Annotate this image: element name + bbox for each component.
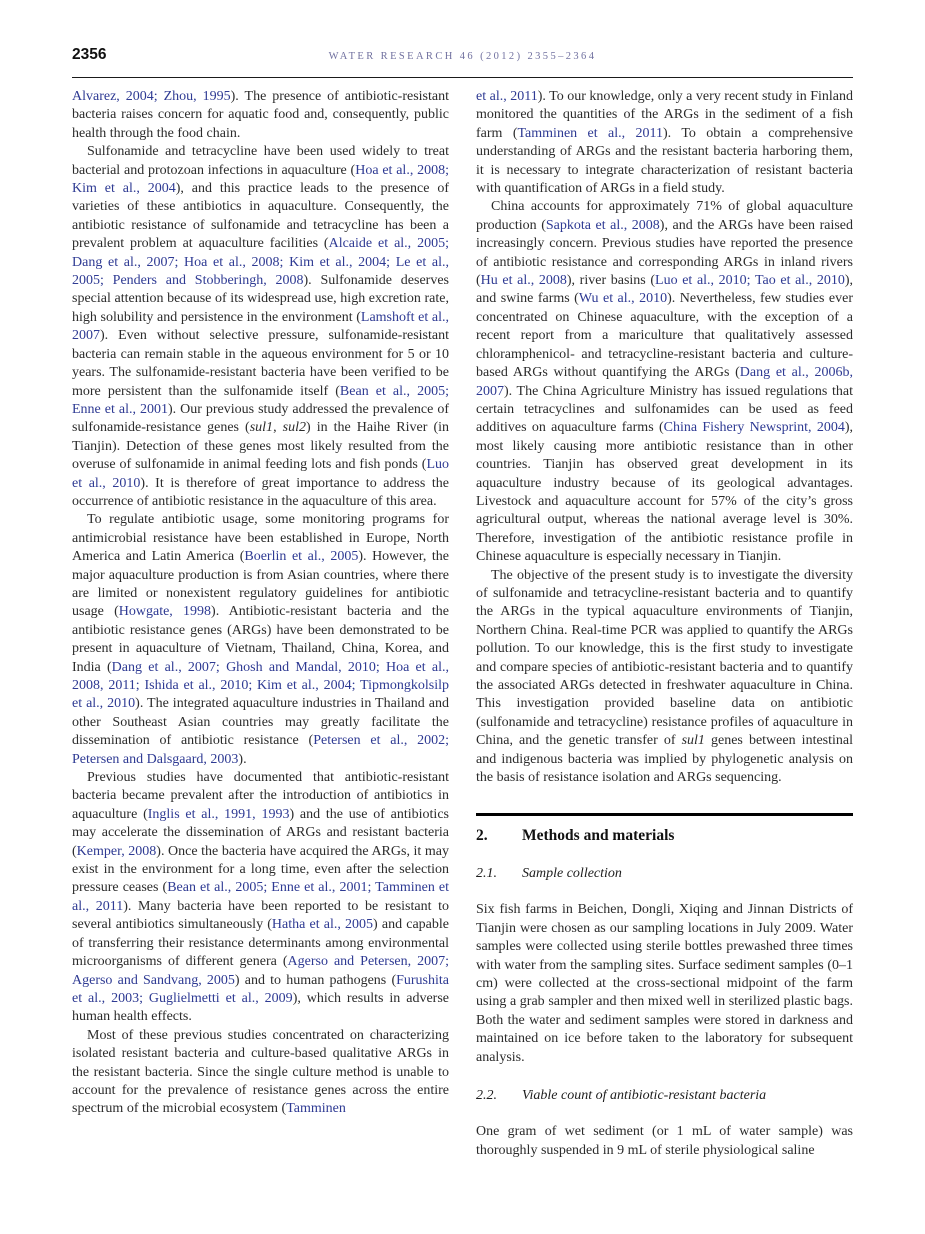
citation-link[interactable]: China Fishery Newsprint, 2004 bbox=[663, 420, 845, 436]
text-run: The objective of the present study is to investigate the diversity of sulfonamide and tetracycline-resistant bacteria and to quantify the ARGs in the typical aquaculture environments of Tianjin, Northern China. Real-time PCR was applied to quantify the ARGs pollution. To our knowledge, this is the first study to investigate and compare species of antibiotic-resistant bacteria and to quantify the associated ARGs detected in freshwater aquaculture in China. This investigation provided baseline data on antibiotic (sulfonamide and tetracycline) resistance profiles of aquaculture in China, and the genetic transfer of bbox=[476, 567, 853, 749]
gene-name-italic: sul1 bbox=[249, 420, 274, 436]
subsection-heading bbox=[476, 1088, 853, 1104]
paragraph bbox=[72, 1027, 449, 1119]
citation-link[interactable]: Luo et al., 2010; Tao et al., 2010 bbox=[655, 273, 845, 289]
citation-link[interactable]: Petersen et al., 2002; Petersen and Dalsgaard, 2003 bbox=[72, 733, 449, 767]
text-run: One gram of wet sediment (or 1 mL of water sample) was thoroughly suspended in 9 mL of sterile physiological saline bbox=[476, 1124, 853, 1158]
text-run: Most of these previous studies concentrated on characterizing isolated resistant bacteria and culture-based qualitative ARGs in the resistant bacteria. Since the single culture method is unable to account for the prevalence of resistance genes across the entire spectrum of the microbial ecosystem ( bbox=[72, 1027, 449, 1117]
journal-running-title: WATER RESEARCH 46 (2012) 2355–2364 bbox=[328, 51, 597, 62]
text-run: ) and capable of transferring their resistance determinants among environmental microorganisms of different genera ( bbox=[72, 917, 449, 970]
text-run: ). Many bacteria have been reported to be resistant to several antibiotics simultaneously ( bbox=[72, 898, 449, 933]
page-header bbox=[72, 44, 853, 78]
text-run: ). Even without selective pressure, sulfonamide-resistant bacteria can remain stable in the aqueous environment for 5 or 10 years. The sulfonamide-resistant bacteria have been verified to be more persistent than the sulfonamide itself ( bbox=[72, 328, 449, 399]
citation-link[interactable]: Hoa et al., 2008; Kim et al., 2004 bbox=[72, 162, 450, 197]
text-run: To regulate antibiotic usage, some monitoring programs for antimicrobial resistance have been established in Europe, North America and Latin America ( bbox=[72, 512, 449, 565]
subsection-heading bbox=[476, 866, 853, 882]
text-run: , bbox=[273, 420, 283, 436]
citation-link[interactable]: Dang et al., 2007; Ghosh and Mandal, 2010; Hoa et al., 2008, 2011; Ishida et al., 2010; Kim et al., 2004; Tipmongkolsilp et al., 2010 bbox=[72, 659, 449, 712]
text-run: Sulfonamide and tetracycline have been used widely to treat bacterial and protozoan infections in aquaculture ( bbox=[72, 144, 449, 178]
text-run: ), most likely causing more antibiotic resistance than in other countries. Tianjin has observed great development in its aquaculture industry because of its geological advantages. Livestock and aquaculture account for 57% of the city’s gross agricultural output, whereas the national average level is 30%. Therefore, investigation of the antibiotic resistance profile in Chinese aquaculture is especially necessary in Tianjin. bbox=[476, 420, 853, 565]
paragraph bbox=[476, 198, 853, 566]
left-column bbox=[72, 88, 449, 1234]
text-run: ), river basins ( bbox=[566, 273, 656, 289]
citation-link[interactable]: Boerlin et al., 2005 bbox=[244, 549, 359, 565]
citation-link[interactable]: Wu et al., 2010 bbox=[578, 291, 668, 307]
subsection-title: Sample collection bbox=[522, 866, 622, 882]
right-column bbox=[476, 88, 853, 1234]
paragraph bbox=[72, 769, 449, 1027]
text-run: ), and the ARGs have been raised increasingly concern. Previous studies have reported the presence of antibiotic resistance and corresponding ARGs in inland rivers ( bbox=[476, 217, 853, 289]
text-run: genes between intestinal and indigenous bacteria was implied by phylogenetic analysis on the basis of resistance isolation and ARGs sequencing. bbox=[476, 733, 854, 786]
citation-link[interactable]: Tamminen bbox=[286, 1101, 346, 1117]
paragraph bbox=[72, 511, 449, 769]
citation-link[interactable]: Sapkota et al., 2008 bbox=[545, 217, 660, 233]
citation-link[interactable]: Hu et al., 2008 bbox=[480, 273, 567, 289]
text-run: ) in the Haihe River (in Tianjin). Detection of these genes most likely resulted from the overuse of sulfonamide in animal feeding lots and fish ponds ( bbox=[72, 420, 449, 473]
text-run: Previous studies have documented that antibiotic-resistant bacteria became prevalent after the introduction of antibiotics in aquaculture ( bbox=[72, 770, 449, 822]
two-column-body bbox=[72, 88, 853, 1234]
text-run: ). However, the major aquaculture production is from Asian countries, where there are limited or nonexistent regulatory guidelines for antibiotic usage ( bbox=[72, 549, 450, 620]
citation-link[interactable]: et al., 2011 bbox=[476, 89, 538, 104]
subsection-title: Viable count of antibiotic-resistant bacteria bbox=[522, 1088, 767, 1104]
text-run: ) and the use of antibiotics may accelerate the dissemination of ARGs and resistant bacteria ( bbox=[72, 806, 449, 859]
text-run: China accounts for approximately 71% of global aquaculture production ( bbox=[476, 199, 853, 233]
citation-link[interactable]: Luo et al., 2010 bbox=[72, 457, 449, 491]
text-run: ). The presence of antibiotic-resistant bacteria raises concern for aquatic food and, consequently, public health through the food chain. bbox=[72, 89, 449, 141]
text-run: ). The integrated aquaculture industries in Thailand and other Southeast Asian countries may greatly facilitate the dissemination of antibiotic resistance ( bbox=[72, 696, 449, 749]
citation-link[interactable]: Kemper, 2008 bbox=[76, 843, 157, 859]
text-run: ). To obtain a comprehensive understanding of ARGs and the resistant bacteria harboring them, it is necessary to integrate characterization of resistant bacteria with quantification of ARGs in a field study. bbox=[476, 125, 854, 197]
text-run: ), which results in adverse human health effects. bbox=[72, 990, 449, 1025]
text-run: ). Nevertheless, few studies ever concentrated on Chinese aquaculture, with the exception of a recent report from a mariculture that qualitatively assessed chloramphenicol- and tetracycline-resistant bacteria and culture-based ARGs without quantifying the ARGs ( bbox=[476, 291, 853, 381]
citation-link[interactable]: Dang et al., 2006b, 2007 bbox=[476, 365, 854, 399]
gene-name-italic: sul2 bbox=[282, 420, 306, 436]
citation-link[interactable]: Alcaide et al., 2005; Dang et al., 2007; Hoa et al., 2008; Kim et al., 2004; Le et al., 2005; Penders and Stobberingh, 2008 bbox=[72, 236, 449, 289]
citation-link[interactable]: Lamshoft et al., 2007 bbox=[72, 309, 449, 344]
text-run: ). Our previous study addressed the prevalence of sulfonamide-resistance genes ( bbox=[72, 401, 449, 436]
paragraph bbox=[476, 567, 853, 788]
text-run: ). The China Agriculture Ministry has issued regulations that certain tetracyclines and sulfonamides can be used as feed additives on aquaculture farms ( bbox=[476, 383, 853, 436]
citation-link[interactable]: Alvarez, 2004; Zhou, 1995 bbox=[72, 89, 231, 104]
text-run: ). bbox=[238, 751, 247, 767]
section-heading bbox=[476, 827, 853, 845]
text-run: ). Antibiotic-resistant bacteria and the antibiotic resistance genes (ARGs) have been demonstrated to be present in aquaculture of Vietnam, Thailand, China, Korea, and India ( bbox=[72, 604, 449, 675]
citation-link[interactable]: Bean et al., 2005; Enne et al., 2001; Tamminen et al., 2011 bbox=[72, 880, 449, 914]
paragraph bbox=[476, 88, 853, 198]
text-run: ) and to human pathogens ( bbox=[234, 972, 397, 988]
text-run: ), and this practice leads to the presence of varieties of these antibiotics in aquaculture. Consequently, the antibiotic resistance of sulfonamide and tetracycline has been a prevalent problem at aquaculture facilities ( bbox=[72, 181, 449, 252]
text-run: Six fish farms in Beichen, Dongli, Xiqing and Jinnan Districts of Tianjin were chosen as our sampling locations in July 2009. Water samples were collected using sterile bottles prewashed three times with water from the sampling sites. Surface sediment samples (0–1 cm) were collected at the cross-sectional midpoint of the farm using a grab sampler and then mixed well in sterilized plastic bags. Both the water and sediment samples were stored in darkness and maintained on ice before taken to the laboratory for subsequent analysis. bbox=[476, 902, 853, 1065]
citation-link[interactable]: Furushita et al., 2003; Guglielmetti et al., 2009 bbox=[72, 972, 449, 1006]
citation-link[interactable]: Agerso and Petersen, 2007; Agerso and Sandvang, 2005 bbox=[72, 954, 449, 988]
text-run: ). Once the bacteria have acquired the ARGs, it may exist in the environment for a long time, even after the selection pressure ceases ( bbox=[72, 843, 449, 896]
paragraph bbox=[476, 901, 853, 1067]
paragraph bbox=[72, 143, 449, 511]
citation-link[interactable]: Bean et al., 2005; Enne et al., 2001 bbox=[72, 383, 449, 417]
section-number: 2. bbox=[476, 827, 488, 845]
subsection-number: 2.2. bbox=[476, 1088, 497, 1104]
section-title: Methods and materials bbox=[522, 827, 675, 845]
gene-name-italic: sul1 bbox=[681, 733, 705, 749]
section-divider-rule bbox=[476, 813, 853, 816]
citation-link[interactable]: Tamminen et al., 2011 bbox=[517, 125, 664, 141]
text-run: ). To our knowledge, only a very recent study in Finland monitored the quantities of the ARGs in the sediment of a fish farm ( bbox=[476, 89, 853, 141]
citation-link[interactable]: Inglis et al., 1991, 1993 bbox=[147, 806, 290, 822]
text-run: ), and swine farms ( bbox=[476, 273, 853, 307]
subsection-number: 2.1. bbox=[476, 866, 497, 882]
text-run: ). Sulfonamide deserves special attention because of its widespread use, high excretion rate, high solubility and persistence in the environment ( bbox=[72, 273, 449, 325]
paragraph bbox=[72, 88, 449, 143]
paragraph bbox=[476, 1123, 853, 1160]
citation-link[interactable]: Hatha et al., 2005 bbox=[271, 917, 374, 933]
page-number: 2356 bbox=[72, 46, 107, 63]
citation-link[interactable]: Howgate, 1998 bbox=[118, 604, 212, 620]
text-run: ). It is therefore of great importance to address the occurrence of antibiotic resistance in the aquaculture of this area. bbox=[72, 475, 449, 509]
